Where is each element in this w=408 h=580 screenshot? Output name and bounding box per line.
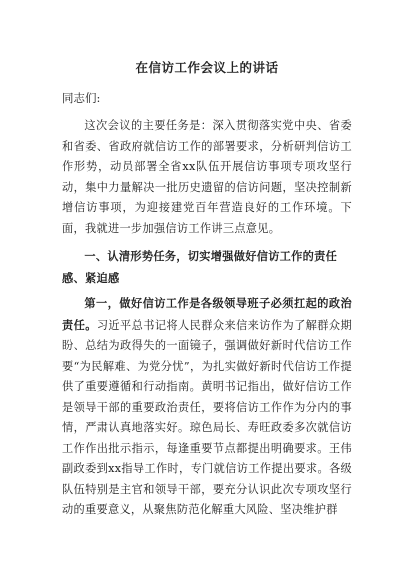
intro-paragraph: 这次会议的主要任务是：深入贯彻落实党中央、省委和省委、省政府就信访工作的部署要求，分析研判信访工作形势，动员部署全省xx队伍开展信访事项专项攻坚行动，集中力量解决一批历史遗留的信访问题，坚决控制新增信访事项，为迎接建党百年营造良好的工作环境。下面，我就进一步加强信访工作讲三点意见。 [62, 119, 352, 235]
section1-paragraph [62, 293, 352, 521]
section1-lead: 第一，做好信访工作是各级领导班子必须扛起的政治责任。 [62, 296, 352, 332]
document-title: 在信访工作会议上的讲话 [135, 60, 279, 75]
section-heading-1: 一、认清形势任务，切实增强做好信访工作的责任感、紧迫感 [62, 249, 338, 285]
section1-body: 习近平总书记将人民群众来信来访作为了解群众期盼、总结为政得失的一面镜子，强调做好新时代信访工作要“为民解难、为党分忧”，为扎实做好新时代信访工作提供了重要遵循和行动指南。黄明书记指出，做好信访工作是领导干部的重要政治责任，要将信访工作作为分内的事情，严肃认真地落实好。琼色局长、寿旺政委多次就信访工作作出批示指示，每逢重要节点都提出明确要求。王伟副政委到xx指导工作时，专门就信访工作提出要求。各级队伍特别是主官和领导干部，要充分认识此次专项攻坚行动的重要意义，从聚焦防范化解重大风险、坚决维护群 [62, 318, 352, 516]
salutation: 同志们: [62, 91, 101, 105]
